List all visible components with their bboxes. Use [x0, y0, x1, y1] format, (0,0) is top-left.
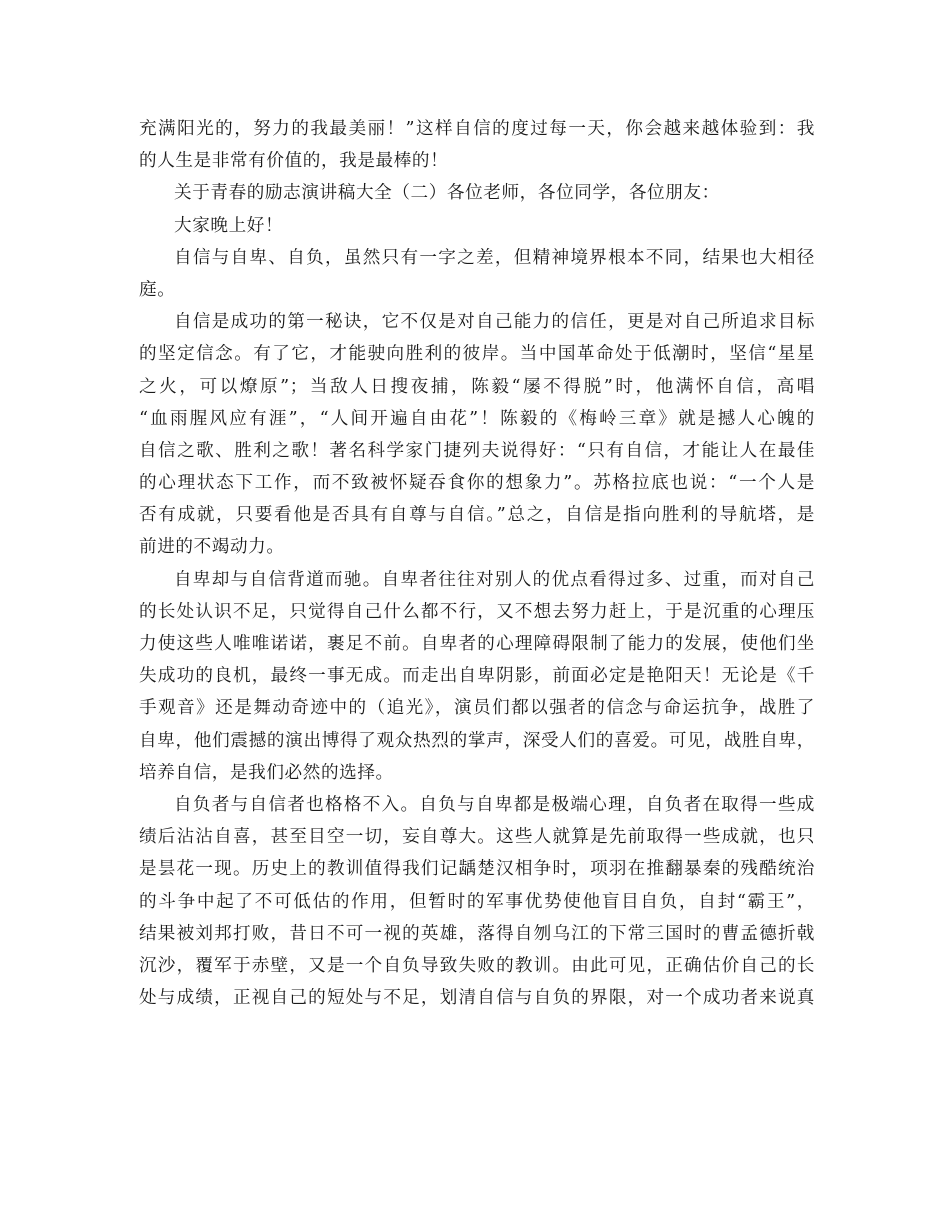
text-line: 的斗争中起了不可低估的作用，但暂时的军事优势使他盲目自负，自封“霸王”， [139, 891, 815, 912]
text-line: 自信之歌、胜利之歌！著名科学家门捷列夫说得好：“只有自信，才能让人在最佳 [139, 440, 815, 461]
text-line: 前进的不竭动力。 [139, 537, 285, 558]
text-line: 培养自信，是我们必然的选择。 [139, 762, 394, 783]
text-line: 绩后沾沾自喜，甚至目空一切，妄自尊大。这些人就算是先前取得一些成就，也只 [139, 827, 815, 848]
text-line: 自负者与自信者也格格不入。自负与自卑都是极端心理，自负者在取得一些成 [174, 794, 815, 815]
text-line: 关于青春的励志演讲稿大全（二）各位老师，各位同学，各位朋友： [174, 183, 720, 204]
document-body [139, 113, 815, 1014]
text-line: 的人生是非常有价值的，我是最棒的！ [139, 151, 449, 172]
text-line: 之火，可以燎原”；当敌人日搜夜捕，陈毅“屡不得脱”时，他满怀自信，高唱 [139, 376, 815, 397]
text-line: 力使这些人唯唯诺诺，裹足不前。自卑者的心理障碍限制了能力的发展，使他们坐 [139, 634, 815, 654]
text-line: 失成功的良机，最终一事无成。而走出自卑阴影，前面必定是艳阳天！无论是《千 [139, 666, 815, 687]
text-line: 大家晚上好！ [174, 215, 284, 236]
text-line: 处与成绩，正视自己的短处与不足，划清自信与自负的界限，对一个成功者来说真 [139, 988, 815, 1009]
text-line: 是昙花一现。历史上的教训值得我们记龋楚汉相争时，项羽在推翻暴秦的残酷统治 [139, 859, 815, 880]
text-line: 的心理状态下工作，而不致被怀疑吞食你的想象力”。苏格拉底也说：“一个人是 [139, 473, 815, 494]
text-line: 自卑却与自信背道而驰。自卑者往往对别人的优点看得过多、过重，而对自己 [174, 569, 815, 590]
text-line: 庭。 [139, 279, 176, 300]
text-line: 否有成就，只要看他是否具有自尊与自信。”总之，自信是指向胜利的导航塔，是 [139, 505, 815, 526]
text-line: 手观音》还是舞动奇迹中的（追光》，演员们都以强者的信念与命运抗争，战胜了 [139, 698, 815, 719]
text-line: 充满阳光的，努力的我最美丽！”这样自信的度过每一天，你会越来越体验到：我 [139, 119, 815, 139]
text-line: 沉沙，覆军于赤壁，又是一个自负导致失败的教训。由此可见，正确估价自己的长 [139, 955, 815, 976]
text-line: 的长处认识不足，只觉得自己什么都不行，又不想去努力赶上，于是沉重的心理压 [139, 601, 815, 622]
text-line: 自卑，他们震撼的演出博得了观众热烈的掌声，深受人们的喜爱。可见，战胜自卑， [139, 730, 815, 751]
text-line: 自信与自卑、自负，虽然只有一字之差，但精神境界根本不同，结果也大相径 [174, 247, 815, 268]
text-line: 的坚定信念。有了它，才能驶向胜利的彼岸。当中国革命处于低潮时，坚信“星星 [139, 344, 815, 365]
text-line: 自信是成功的第一秘诀，它不仅是对自己能力的信任，更是对自己所追求目标 [174, 312, 815, 333]
text-line: 结果被刘邦打败，昔日不可一视的英雄，落得自刎乌江的下常三国时的曹孟德折戟 [139, 923, 815, 944]
text-line: “血雨腥风应有涯”，“人间开遍自由花”！陈毅的《梅岭三章》就是撼人心魄的 [139, 408, 815, 429]
